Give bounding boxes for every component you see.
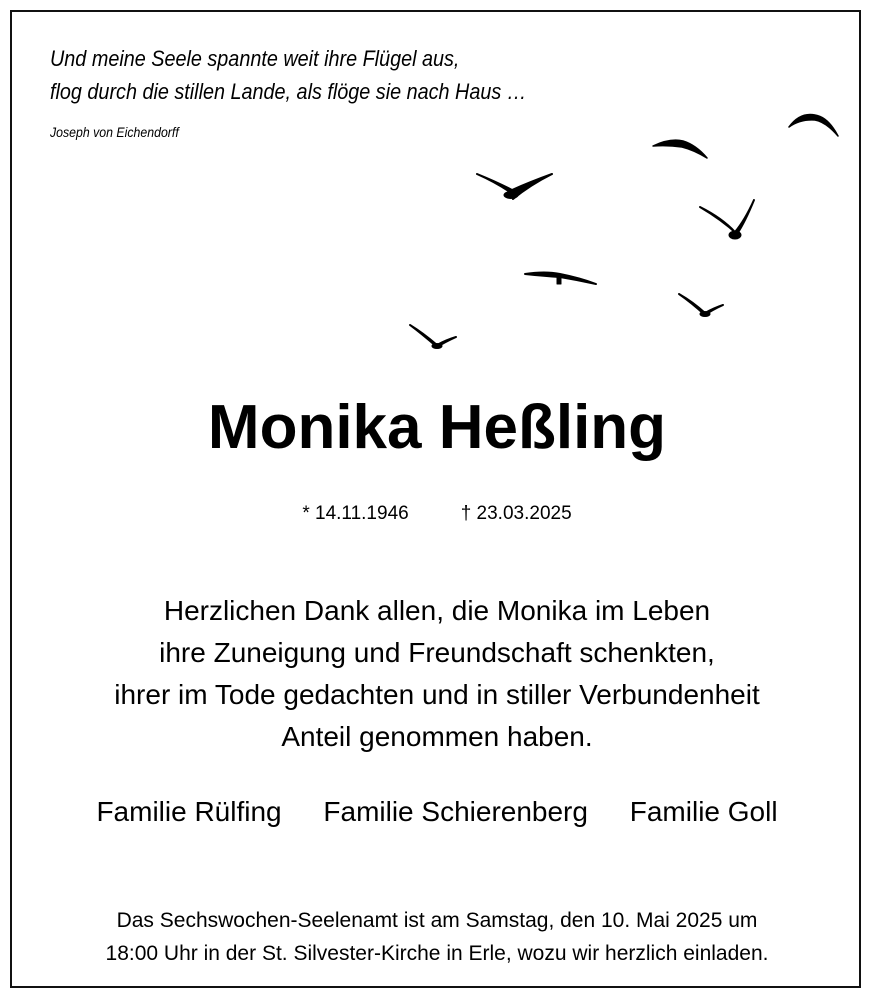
bird-icon	[789, 115, 838, 137]
flying-birds-icon	[0, 0, 874, 400]
thanks-text	[0, 590, 874, 758]
service-notice	[0, 904, 874, 970]
family-signatures	[0, 796, 874, 828]
family-name: Familie Goll	[629, 796, 778, 827]
bird-icon	[653, 140, 707, 158]
thanks-line: Herzlichen Dank allen, die Monika im Leben	[163, 595, 711, 626]
birth-date: * 14.11.1946	[302, 503, 409, 524]
notice-line: 18:00 Uhr in der St. Silvester-Kirche in Erle, wozu wir herzlich einladen.	[105, 942, 769, 965]
thanks-line: ihrer im Tode gedachten und in stiller Verbundenheit	[114, 679, 760, 710]
quote-line: Und meine Seele spannte weit ihre Flügel aus,	[50, 46, 460, 71]
thanks-line: Anteil genommen haben.	[281, 721, 593, 752]
life-dates	[0, 503, 874, 525]
quote-line: flog durch die stillen Lande, als flöge sie nach Haus …	[50, 79, 527, 104]
deceased-name: Monika Heßling	[207, 393, 667, 462]
death-date: † 23.03.2025	[460, 503, 572, 524]
bird-icon	[700, 200, 754, 234]
notice-line: Das Sechswochen-Seelenamt ist am Samstag, den 10. Mai 2025 um	[116, 909, 758, 932]
quote-author: Joseph von Eichendorff	[50, 124, 179, 140]
family-name: Familie Schierenberg	[323, 796, 588, 827]
thanks-line: ihre Zuneigung und Freundschaft schenkten,	[159, 637, 715, 668]
family-name: Familie Rülfing	[96, 796, 282, 827]
